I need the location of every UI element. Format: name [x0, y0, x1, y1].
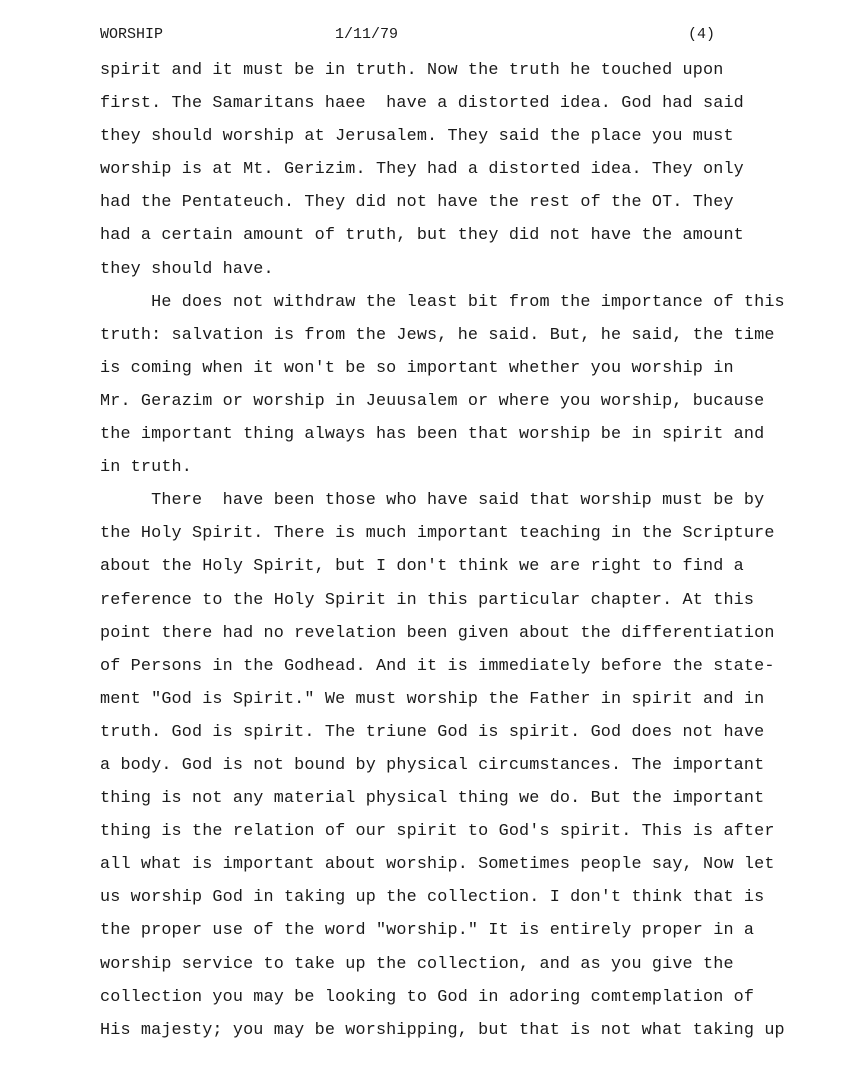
header-title: WORSHIP	[100, 26, 164, 43]
text-line: the important thing always has been that worship be in spirit and	[100, 425, 765, 445]
text-line: is coming when it won't be so important whether you worship in	[100, 358, 734, 378]
text-line: in truth.	[100, 458, 192, 478]
text-line: a body. God is not bound by physical circumstances. The important	[100, 755, 765, 775]
text-line: all what is important about worship. Sometimes people say, Now let	[100, 855, 775, 875]
text-line: collection you may be looking to God in adoring comtemplation of	[100, 987, 755, 1007]
text-line: worship service to take up the collection, and as you give the	[100, 954, 734, 974]
text-line: truth: salvation is from the Jews, he said. But, he said, the time	[100, 325, 775, 345]
text-line: had the Pentateuch. They did not have the rest of the OT. They	[100, 193, 734, 213]
text-line: There have been those who have said that worship must be by	[100, 491, 765, 511]
text-line: point there had no revelation been given about the differentiation	[100, 623, 775, 643]
text-line: Mr. Gerazim or worship in Jeuusalem or where you worship, bucause	[100, 391, 765, 411]
text-line: the Holy Spirit. There is much important teaching in the Scripture	[100, 524, 775, 544]
text-line: ment "God is Spirit." We must worship the Father in spirit and in	[100, 689, 765, 709]
text-line: had a certain amount of truth, but they did not have the amount	[100, 226, 744, 246]
text-line: thing is not any material physical thing we do. But the important	[100, 789, 765, 809]
text-line: thing is the relation of our spirit to God's spirit. This is after	[100, 822, 775, 842]
text-line: spirit and it must be in truth. Now the truth he touched upon	[100, 61, 724, 80]
text-line: about the Holy Spirit, but I don't think we are right to find a	[100, 557, 744, 577]
text-line: first. The Samaritans haee have a distorted idea. God had said	[100, 94, 744, 114]
text-line: worship is at Mt. Gerizim. They had a distorted idea. They only	[100, 160, 744, 180]
text-line: us worship God in taking up the collection. I don't think that is	[100, 888, 765, 908]
page-number: (4)	[688, 26, 716, 43]
text-line: they should have.	[100, 259, 274, 279]
text-line: He does not withdraw the least bit from the importance of this	[100, 292, 785, 312]
document-body	[100, 54, 785, 1047]
header-date: 1/11/79	[335, 26, 399, 43]
text-line: the proper use of the word "worship." It is entirely proper in a	[100, 921, 755, 941]
text-line: reference to the Holy Spirit in this particular chapter. At this	[100, 590, 755, 610]
text-line: they should worship at Jerusalem. They said the place you must	[100, 127, 734, 147]
text-line: truth. God is spirit. The triune God is spirit. God does not have	[100, 722, 765, 742]
text-line: of Persons in the Godhead. And it is immediately before the state-	[100, 656, 775, 676]
text-line: His majesty; you may be worshipping, but that is not what taking up	[100, 1020, 785, 1040]
